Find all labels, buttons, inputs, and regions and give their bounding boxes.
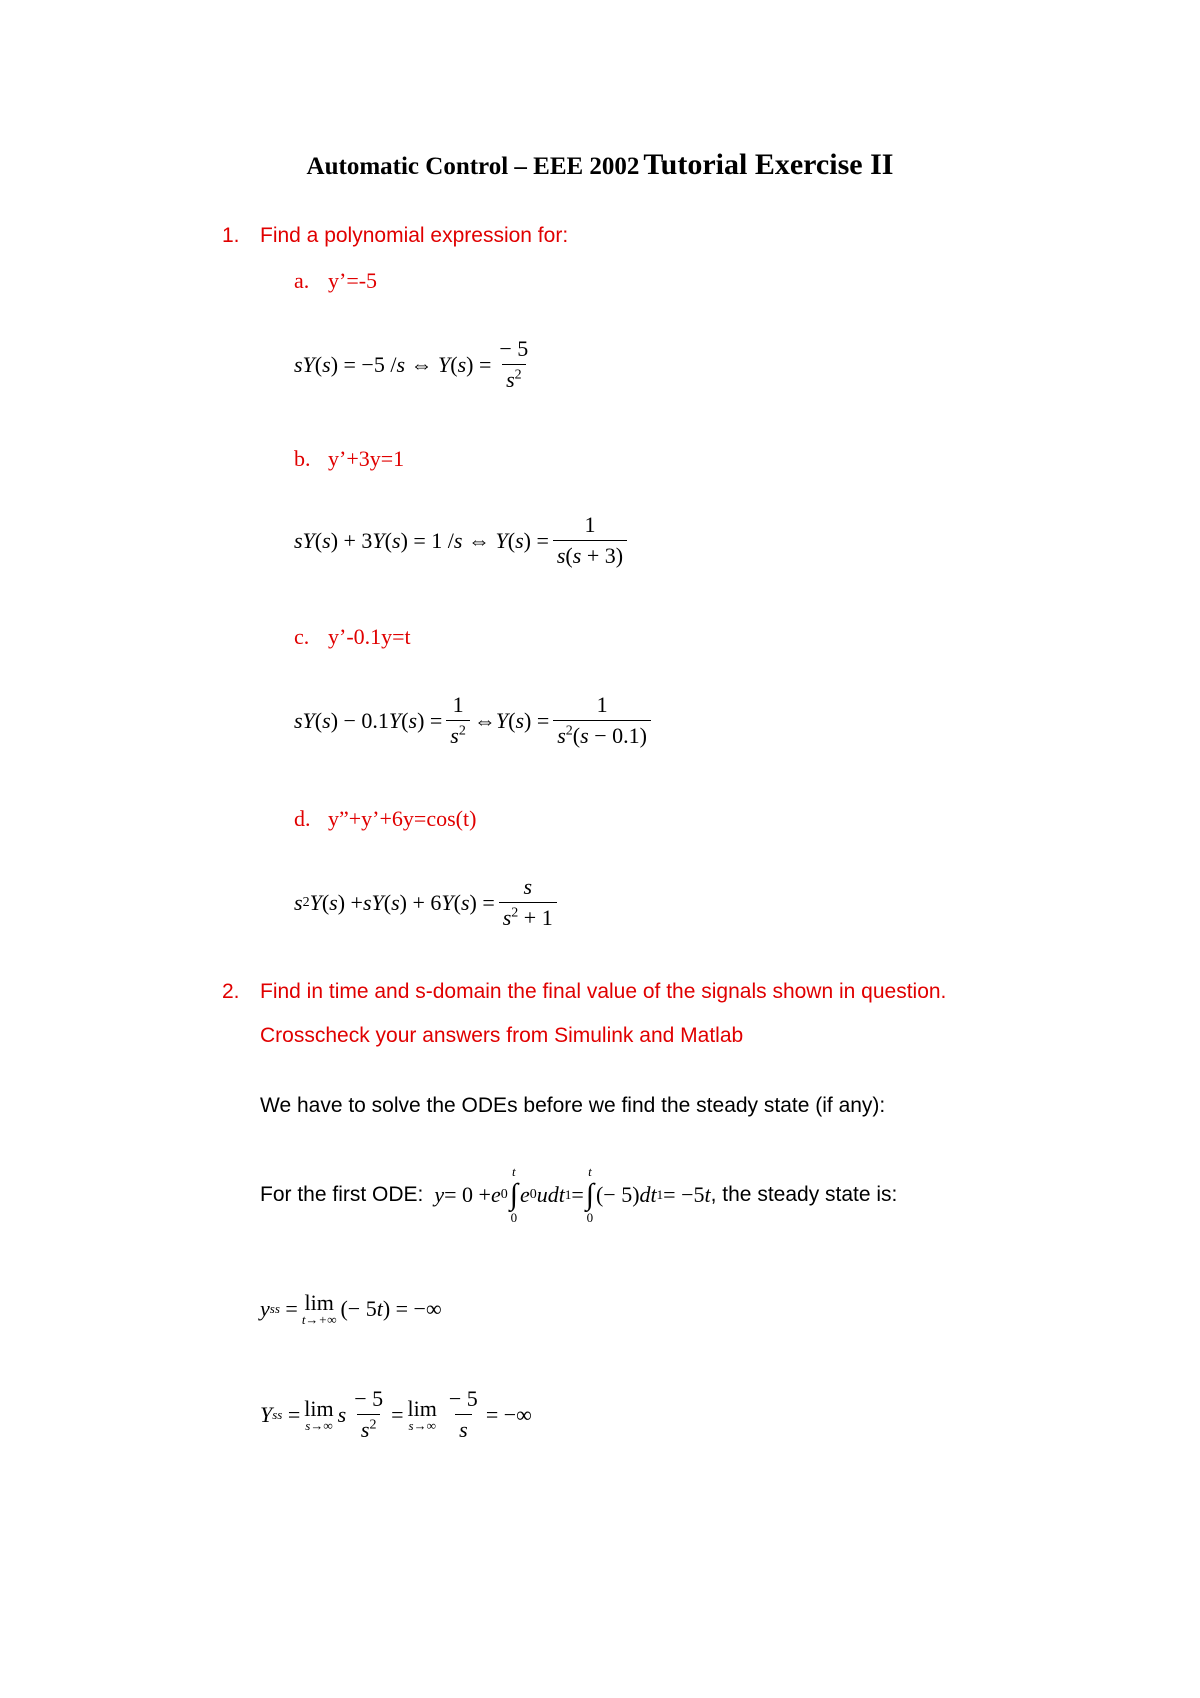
question-1b-equation: y’+3y=1 — [328, 446, 405, 471]
question-1-text: Find a polynomial expression for: — [260, 224, 569, 247]
question-2-line2: Crosscheck your answers from Simulink and Matlab — [260, 1024, 744, 1047]
question-1c-label: c. — [294, 624, 310, 649]
question-1d-equation: y”+y’+6y=cos(t) — [328, 806, 477, 831]
question-2-line1: Find in time and s-domain the final value of the signals shown in question. — [260, 980, 947, 1003]
question-2-number: 2. — [222, 980, 240, 1003]
question-1c — [294, 624, 411, 650]
question-2 — [222, 980, 946, 1004]
question-1b-label: b. — [294, 446, 311, 471]
s-domain-steady-state: Y ss = lim s→∞ s $\frac{- 5}{s^2}$ = lim s→∞ $\frac{- 5}{s}$ = −∞ — [260, 1386, 532, 1442]
question-1d-label: d. — [294, 806, 311, 831]
first-ode-solution: For the first ODE: y = 0 + e 0 t ∫ 0 e 0 udt 1 = t ∫ 0 (− 5) dt 1 = −5 t , the steady state is: — [260, 1164, 898, 1225]
question-1 — [222, 224, 568, 248]
question-1c-equation: y’-0.1y=t — [328, 624, 411, 649]
question-1d — [294, 806, 476, 832]
answer-1a: sY ( s ) = −5 / s ⇔ Y ( s ) = $\frac{- 5}{s^2}$ — [294, 336, 529, 392]
question-1a — [294, 268, 377, 294]
answer-1d: s 2 Y ( s ) + sY ( s ) + 6 Y ( s ) = $\frac{s}{s^2 + 1}$ — [294, 874, 561, 931]
steady-state-label: , the steady state is: — [710, 1183, 898, 1206]
title-exercise: Tutorial Exercise II — [643, 148, 894, 181]
answer-1b: sY ( s ) + 3 Y ( s ) = 1 / s ⇔ Y ( s ) = $\frac{1}{s(s + 3)}$ — [294, 512, 631, 569]
question-1a-label: a. — [294, 268, 310, 293]
question-2-line2-wrap — [260, 1024, 743, 1048]
time-domain-steady-state: y ss = lim t→+∞ (− 5 t ) = −∞ — [260, 1290, 442, 1327]
question-1a-equation: y’=-5 — [328, 268, 378, 293]
solution-intro: We have to solve the ODEs before we find the steady state (if any): — [260, 1094, 886, 1117]
question-1-number: 1. — [222, 224, 240, 247]
question-1b — [294, 446, 404, 472]
answer-1c: sY ( s ) − 0.1 Y ( s ) = $\frac{1}{s^2}$ ⇔ Y ( s ) = $\frac{1}{s^2(s - 0.1)}$ — [294, 692, 655, 749]
first-ode-label: For the first ODE: — [260, 1183, 424, 1206]
title-course: Automatic Control – EEE 2002 — [306, 153, 640, 180]
page-title — [0, 148, 1200, 182]
